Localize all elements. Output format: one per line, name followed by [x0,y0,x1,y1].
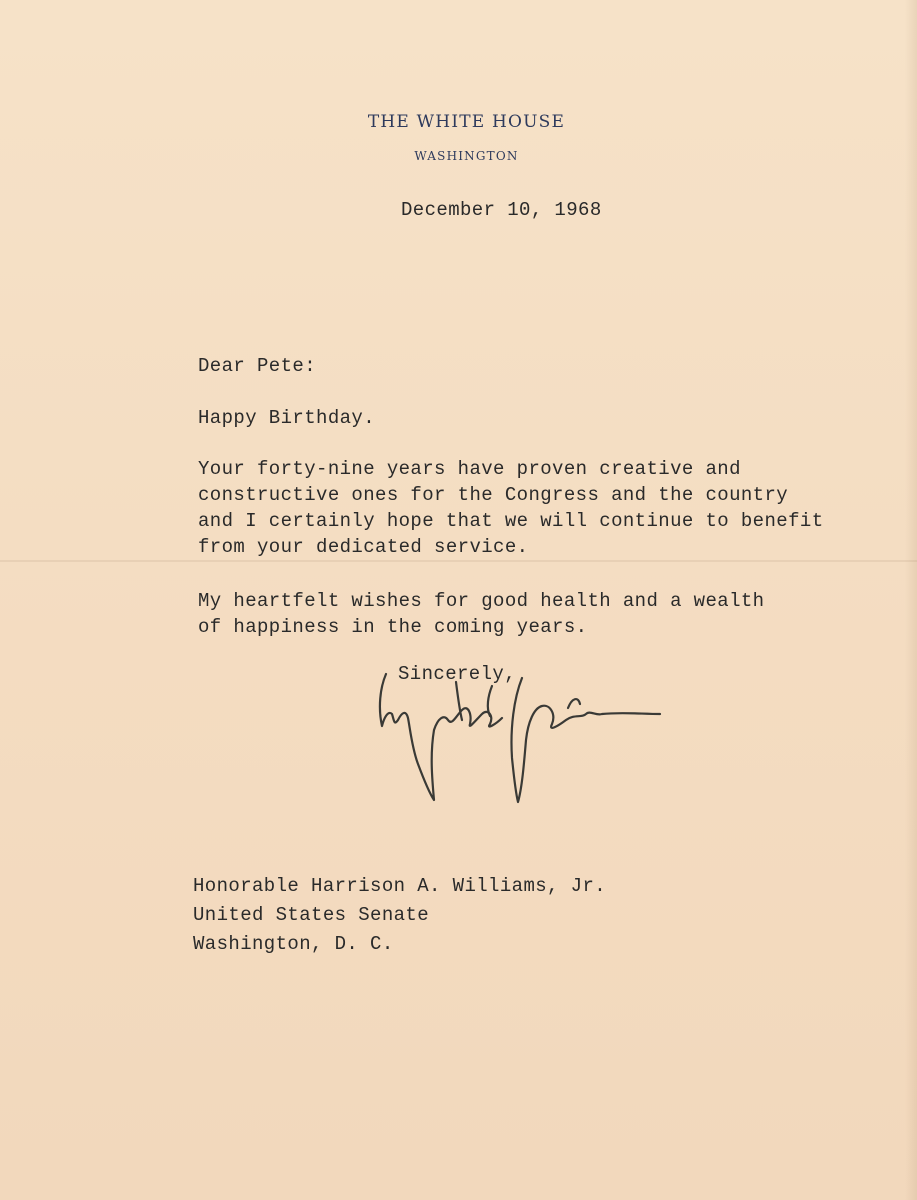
closing: Sincerely, [398,663,517,685]
signature-icon [372,668,672,813]
letterhead-subtitle: WASHINGTON [414,149,519,163]
paragraph-line: of happiness in the coming years. [198,616,588,638]
paragraph-line: Happy Birthday. [198,407,376,429]
salutation: Dear Pete: [198,355,317,377]
letterhead-title: THE WHITE HOUSE [367,112,566,132]
recipient-address [193,872,606,959]
paragraph-line: My heartfelt wishes for good health and a wealth [198,590,765,612]
letter-date: December 10, 1968 [401,199,602,221]
paragraph-line: and I certainly hope that we will continue to benefit [198,510,824,532]
signature-strokes [380,674,660,802]
recipient-name: Honorable Harrison A. Williams, Jr. [193,875,607,897]
paragraph-wishes [198,588,765,640]
paper-fold-line [0,560,917,562]
paper-edge-shadow [905,0,917,1200]
recipient-organization: United States Senate [193,904,430,926]
paragraph-line: constructive ones for the Congress and the country [198,484,789,506]
paragraph-birthday [198,405,375,431]
paragraph-line: Your forty-nine years have proven creative and [198,458,741,480]
paragraph-tribute [198,456,824,560]
recipient-city: Washington, D. C. [193,933,394,955]
paragraph-line: from your dedicated service. [198,536,529,558]
